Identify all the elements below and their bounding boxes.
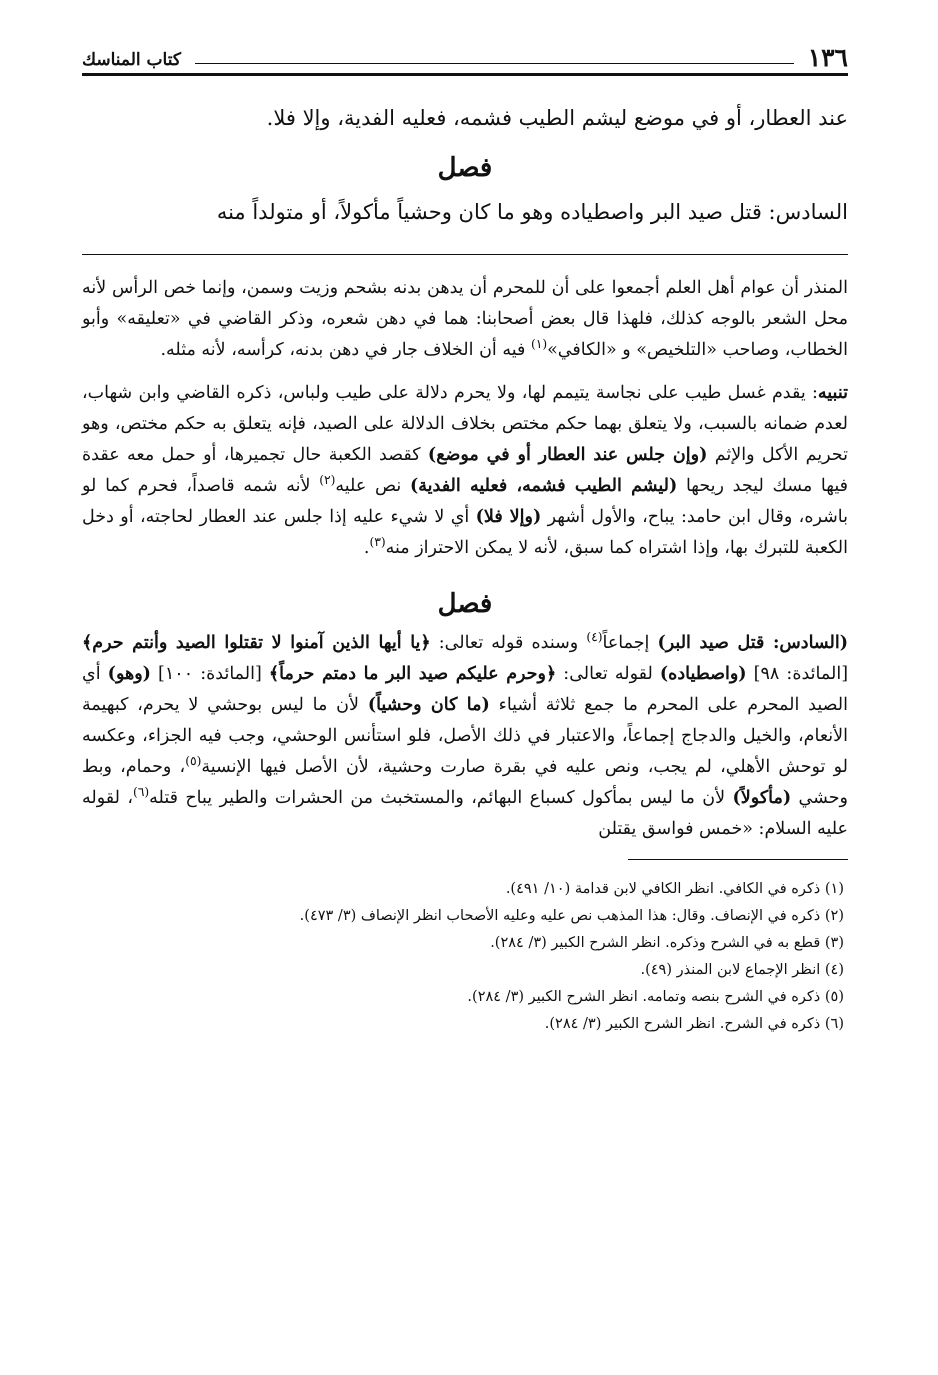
- commentary-paragraph-1: [82, 273, 848, 366]
- matn-quote: (واصطياده): [659, 664, 747, 684]
- matn-line-2: السادس: قتل صيد البر واصطياده وهو ما كان وحشياً مأكولاً، أو متولداً منه: [216, 200, 848, 224]
- text-run: ، لقوله عليه السلام: «خمس فواسق يقتلن: [82, 788, 848, 839]
- footnote-ref: (٢): [319, 473, 336, 488]
- matn-quote: (السادس: قتل صيد البر): [657, 633, 849, 653]
- matn-quote: (وإلا فلا): [475, 507, 542, 527]
- text-run: فيه أن الخلاف جار في دهن بدنه، كرأسه، لأنه مثله.: [160, 340, 531, 360]
- commentary-paragraph-2: [82, 378, 848, 564]
- footnote-ref: (٤): [586, 630, 603, 645]
- page-number: ١٣٦: [807, 43, 848, 72]
- footnotes: [82, 876, 848, 1038]
- footnote-5: (٥) ذكره في الشرح بنصه وتمامه. انظر الشرح الكبير (٣/ ٢٨٤).: [467, 989, 844, 1005]
- matn-quote: (مأكولاً): [732, 788, 792, 808]
- footnote-6: (٦) ذكره في الشرح. انظر الشرح الكبير (٣/ ٢٨٤).: [544, 1016, 844, 1032]
- text-run: وسنده قوله تعالى:: [430, 633, 587, 653]
- running-header: [82, 30, 848, 70]
- footnote-4: (٤) انظر الإجماع لابن المنذر (٤٩).: [640, 962, 844, 978]
- text-run: أي الصيد المحرم على المحرم ما جمع ثلاثة أشياء: [82, 664, 849, 715]
- matn-quote: (ليشم الطيب فشمه، فعليه الفدية): [409, 476, 678, 496]
- commentary-section-heading: فصل: [437, 589, 493, 619]
- commentary: [82, 273, 848, 845]
- quran-verse: ﴿يا أيها الذين آمنوا لا تقتلوا الصيد وأنتم حرم﴾: [82, 633, 431, 653]
- matn-quote: (ما كان وحشياً): [367, 695, 490, 715]
- matn-commentary-divider: [82, 254, 848, 255]
- header-rule: [82, 73, 848, 76]
- footnote-1: (١) ذكره في الكافي. انظر الكافي لابن قدامة (١٠/ ٤٩١).: [505, 881, 844, 897]
- main-text: [82, 98, 848, 232]
- footnote-ref: (٥): [185, 754, 202, 769]
- text-run: لقوله تعالى:: [556, 664, 660, 684]
- text-run: .: [363, 538, 370, 558]
- footnote-ref: (٣): [369, 535, 386, 550]
- text-run: إجماعاً: [602, 633, 658, 653]
- footnote-ref: (٦): [132, 785, 150, 800]
- text-run: لأنه شمه قاصداً، فحرم كما لو باشره، وقال ابن حامد: يباح، والأول أشهر: [82, 476, 849, 527]
- header-line: [195, 63, 794, 64]
- text-run: ، وحمام، وبط وحشي: [82, 757, 849, 808]
- matn-quote: (وهو): [107, 664, 151, 684]
- text-run: : يقدم غسل طيب على نجاسة يتيمم لها، ولا يحرم دلالة على طيب ولباس، ذكره القاضي وابن شهاب، لعدم ضمانه بالسبب، ولا يتعلق بهما حكم مختص بخلاف الدلالة على الصيد، فإنه يتعلق به حكم مختص، وهو تحريم الأكل والإثم: [82, 383, 848, 465]
- bold-term: تنبيه: [817, 383, 848, 403]
- text-run: أي لا شيء عليه إذا جلس عند العطار لحاجته، أو دخل الكعبة للتبرك بها، وإذا اشتراه كما سبق، لأنه لا يمكن الاحتراز منه: [82, 507, 848, 558]
- text-run: كقصد الكعبة حال تجميرها، أو حمل معه عقدة فيها مسك ليجد ريحها: [82, 445, 848, 496]
- footnote-3: (٣) قطع به في الشرح وذكره. انظر الشرح الكبير (٣/ ٢٨٤).: [490, 935, 844, 951]
- footnote-separator: [628, 859, 848, 860]
- text-run: المنذر أن عوام أهل العلم أجمعوا على أن للمحرم أن يدهن بدنه بشحم وزيت وسمن، وإنما خص الرأس لأنه محل الشعر بالوجه كذلك، فلهذا قال بعض أصحابنا: هما في دهن شعره، وذكر القاضي في «تعليقه» وأبو الخطاب، وصاحب «التلخيص» و «الكافي»: [82, 278, 848, 360]
- quran-verse: ﴿وحرم عليكم صيد البر ما دمتم حرماً﴾: [268, 664, 557, 684]
- book-title: كتاب المناسك: [82, 50, 181, 70]
- text-run: [المائدة: ١٠٠]: [150, 664, 269, 684]
- matn-section-heading: فصل: [437, 153, 493, 183]
- text-run: نص عليه: [335, 476, 410, 496]
- matn-line-1: عند العطار، أو في موضع ليشم الطيب فشمه، فعليه الفدية، وإلا فلا.: [266, 106, 848, 130]
- text-run: لأن ما ليس بوحشي لا يحرم، كبهيمة الأنعام، والخيل والدجاج إجماعاً، والاعتبار في ذلك الأصل، فلو استأنس الوحشي، وجب فيه الجزاء، وعكسه لو توحش الأهلي، لم يجب، ونص عليه في بقرة صارت وحشية، لأن الأصل فيها الإنسية: [82, 695, 848, 777]
- matn-quote: (وإن جلس عند العطار أو في موضع): [427, 445, 708, 465]
- text-run: لأن ما ليس بمأكول كسباع البهائم، والمستخبث من الحشرات والطير يباح قتله: [149, 788, 733, 808]
- book-page: [82, 30, 848, 1038]
- text-run: [المائدة: ٩٨]: [746, 664, 849, 684]
- commentary-paragraph-3: [82, 628, 848, 845]
- footnote-ref: (١): [530, 337, 548, 352]
- footnote-2: (٢) ذكره في الإنصاف. وقال: هذا المذهب نص عليه وعليه الأصحاب انظر الإنصاف (٣/ ٤٧٣).: [299, 908, 844, 924]
